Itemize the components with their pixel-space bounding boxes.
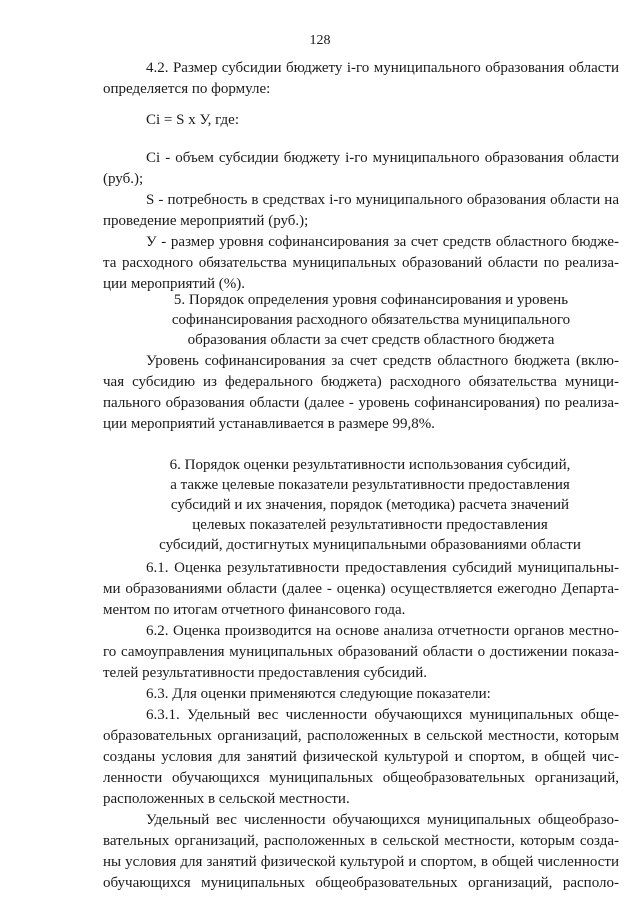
page-number: 128 [309, 33, 331, 48]
text-line: расположенных в сельской местности. [103, 791, 350, 807]
text-line: (руб.); [103, 171, 144, 187]
text-line: 6.2. Оценка производится на основе анализа отчетности органов местно- [146, 623, 619, 639]
heading-line: а также целевые показатели результативности предоставления [170, 477, 570, 493]
text-line: S - потребность в средствах i-го муниципального образования области на [146, 192, 619, 208]
text-line: ции мероприятий устанавливается в размере 99,8%. [103, 416, 435, 432]
heading-line: 6. Порядок оценки результативности использования субсидий, [169, 457, 571, 473]
text-line: чая субсидию из федерального бюджета) расходного обязательства муници- [103, 374, 619, 390]
text-line: ции мероприятий (%). [103, 276, 246, 292]
heading-section-5 [113, 290, 629, 350]
text-line: определяется по формуле: [103, 81, 271, 97]
text-line: го самоуправления муниципальных образований области о достижении показа- [103, 644, 619, 660]
section-4-2 [103, 58, 619, 100]
text-line: ны условия для занятий физической культурой и спортом, в общей численности [103, 854, 619, 870]
text-line: вательных организаций, расположенных в сельской местности, которым созда- [103, 833, 619, 849]
heading-line: субсидий и их значения, порядок (методика) расчета значений [170, 497, 570, 513]
text-line: Уровень софинансирования за счет средств областного бюджета (вклю- [146, 353, 619, 369]
heading-line: субсидий, достигнутых муниципальными образованиями области [159, 537, 581, 553]
text-line: созданы условия для занятий физической культурой и спортом, в общей чис- [103, 749, 619, 765]
text-line: образовательных организаций, расположенных в сельской местности, которым [103, 728, 619, 744]
definitions [103, 148, 619, 295]
text-line: телей результативности предоставления субсидий. [103, 665, 428, 681]
text-line: 4.2. Размер субсидии бюджету i-го муниципального образования области [146, 60, 619, 76]
text-line: Удельный вес численности обучающихся муниципальных общеобразо- [146, 812, 619, 828]
text-line: Ci - объем субсидии бюджету i-го муниципального образования области [146, 150, 619, 166]
heading-line: 5. Порядок определения уровня софинансирования и уровень [173, 292, 569, 308]
heading-line: софинансирования расходного обязательства муниципального [171, 312, 571, 328]
heading-section-6 [112, 455, 628, 555]
formula [103, 110, 619, 131]
text-line: 6.3. Для оценки применяются следующие показатели: [146, 686, 491, 702]
text-line: У - размер уровня софинансирования за счет средств областного бюдже- [146, 234, 619, 250]
text-line: та расходного обязательства муниципальных образований области по реализа- [103, 255, 619, 271]
text-line: ментом по итогам отчетного финансового года. [103, 602, 406, 618]
text-line: 6.3.1. Удельный вес численности обучающихся муниципальных обще- [146, 707, 619, 723]
text-line: обучающихся муниципальных общеобразовательных организаций, располо- [103, 875, 619, 891]
text-line: пального образования области (далее - уровень софинансирования) по реализа- [103, 395, 619, 411]
heading-line: образования области за счет средств областного бюджета [187, 332, 555, 348]
text-line: ми образованиями области (далее - оценка) осуществляется ежегодно Департа- [103, 581, 619, 597]
section-5-paragraph [103, 351, 619, 435]
text-line: 6.1. Оценка результативности предоставления субсидий муниципальны- [146, 560, 619, 576]
section-6-paragraphs [103, 558, 619, 894]
text-line: проведение мероприятий (руб.); [103, 213, 309, 229]
heading-line: целевых показателей результативности предоставления [192, 517, 548, 533]
text-line: ленности обучающихся муниципальных общеобразовательных организаций, [103, 770, 619, 786]
formula-line: Ci = S х У, где: [146, 112, 240, 128]
